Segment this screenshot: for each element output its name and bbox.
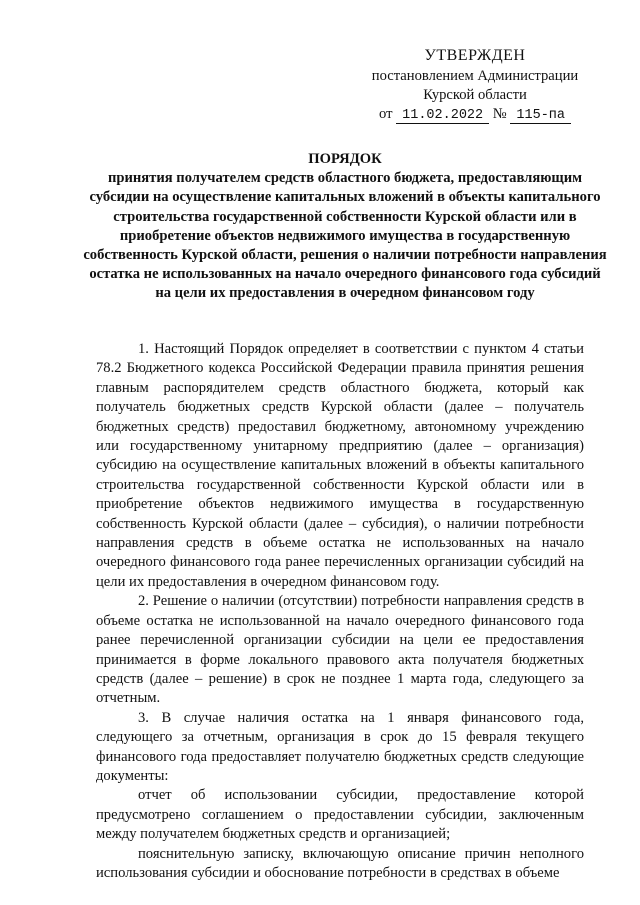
approval-number: 115-па	[510, 108, 571, 124]
approval-line-2: Курской области	[423, 87, 527, 103]
approval-title: УТВЕРЖДЕН	[424, 47, 526, 64]
document-title: ПОРЯДОК	[308, 151, 382, 167]
paragraph-4: отчет об использовании субсидии, предоставление которой предусмотрено соглашением о предоставлении субсидии, заключенным между получателем бюджетных средств и организацией;	[96, 787, 584, 843]
paragraph-2: 2. Решение о наличии (отсутствии) потребности направления средств в объеме остатка не использованной на начало очередного финансового года ранее перечисленной организации субсидии на цели ее предоставления принимается в форме локального правового акта получателя бюджетных средств (далее – решение) в срок не позднее 1 марта года, следующего за отчетным.	[96, 593, 584, 707]
approval-date-line	[360, 105, 590, 125]
document-heading	[80, 150, 610, 304]
paragraph-3: 3. В случае наличия остатка на 1 января финансового года, следующего за отчетным, организация в срок до 15 февраля текущего финансового года предоставляет получателю бюджетных средств следующие документы:	[96, 709, 584, 784]
approval-date: 11.02.2022	[396, 108, 489, 124]
document-body	[96, 340, 584, 883]
number-prefix: №	[492, 106, 507, 122]
paragraph-1: 1. Настоящий Порядок определяет в соответствии с пунктом 4 статьи 78.2 Бюджетного кодекса Российской Федерации правила принятия решения главным распорядителем средств областного бюджета, который как получатель бюджетных средств Курской области (далее – получатель бюджетных средств) предоставил бюджетному, автономному учреждению или государственному унитарному предприятию (далее – организация) субсидию на осуществление капитальных вложений в объекты капитального строительства государственной собственности Курской области или в приобретение объектов недвижимого имущества в государственную собственность Курской области (далее – субсидия), о наличии потребности направления средств в объеме остатка не использованных на начало очередного финансового года ранее перечисленных организации субсидий на цели их предоставления в очередном финансовом году.	[96, 341, 584, 590]
paragraph-5: пояснительную записку, включающую описание причин неполного использования субсидии и обоснование потребности в средствах в объеме	[96, 845, 584, 881]
approval-line-1: постановлением Администрации	[371, 68, 579, 84]
date-prefix: от	[378, 106, 393, 122]
approval-stamp	[360, 46, 590, 125]
document-subtitle: принятия получателем средств областного бюджета, предоставляющим субсидии на осуществление капитальных вложений в объекты капитального строительства государственной собственности Курской области или в приобретение объектов недвижимого имущества в государственную собственность Курской области, решения о наличии потребности направления остатка не использованных на начало очередного финансового года субсидий на цели их предоставления в очередном финансовом году	[83, 170, 607, 302]
